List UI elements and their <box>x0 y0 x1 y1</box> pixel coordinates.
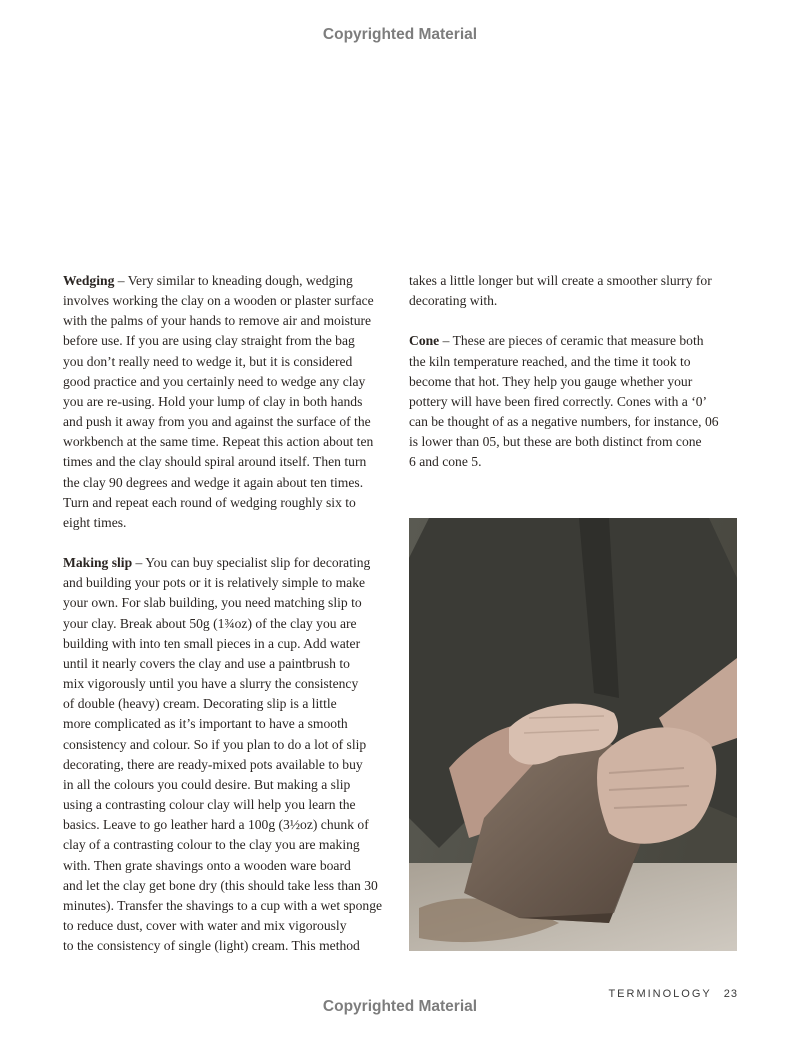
left-column <box>63 271 399 976</box>
line: and building your pots or it is relatively simple to make <box>63 575 366 591</box>
line: your clay. Break about 50g (1¾oz) of the clay you are <box>63 615 357 631</box>
entry-cone <box>409 331 741 472</box>
line: you don’t really need to wedge it, but it is considered <box>63 353 353 369</box>
page-number: 23 <box>723 988 738 1000</box>
line: the clay 90 degrees and wedge it again about ten times. <box>63 474 364 490</box>
line: to reduce dust, cover with water and mix vigorously <box>63 917 347 933</box>
line: – These are pieces of ceramic that measure both <box>439 333 704 349</box>
line: – You can buy specialist slip for decorating <box>132 555 371 571</box>
line: involves working the clay on a wooden or plaster surface <box>63 293 374 309</box>
line: workbench at the same time. Repeat this action about ten <box>63 434 374 450</box>
line: 6 and cone 5. <box>409 454 482 470</box>
line: and let the clay get bone dry (this should take less than 30 <box>63 877 378 893</box>
line: until it nearly covers the clay and use a paintbrush to <box>63 655 350 671</box>
line: eight times. <box>63 514 127 530</box>
line: building with into ten small pieces in a cup. Add water <box>63 635 361 651</box>
right-column <box>409 271 741 493</box>
wedging-clay-photo <box>409 518 737 951</box>
line: consistency and colour. So if you plan to do a lot of slip <box>63 736 367 752</box>
watermark-bottom: Copyrighted Material <box>322 998 478 1015</box>
line: times and the clay should spiral around itself. Then turn <box>63 454 367 470</box>
line: using a contrasting colour clay will help you learn the <box>63 797 356 813</box>
line: clay of a contrasting colour to the clay you are making <box>63 837 360 853</box>
line: can be thought of as a negative numbers, for instance, 06 <box>409 414 719 430</box>
line: is lower than 05, but these are both distinct from cone <box>409 434 702 450</box>
line: good practice and you certainly need to wedge any clay <box>63 373 366 389</box>
line: pottery will have been fired correctly. Cones with a ‘0’ <box>409 393 708 409</box>
line: more complicated as it’s important to have a smooth <box>63 716 348 732</box>
line: with the palms of your hands to remove air and moisture <box>63 313 372 329</box>
line: mix vigorously until you have a slurry the consistency <box>63 676 359 692</box>
term-cone: Cone <box>409 333 440 349</box>
entry-making-slip <box>63 553 399 956</box>
line: of double (heavy) cream. Decorating slip is a little <box>63 696 337 712</box>
line: with. Then grate shavings onto a wooden ware board <box>63 857 351 873</box>
line: and push it away from you and against the surface of the <box>63 414 371 430</box>
line: basics. Leave to go leather hard a 100g (3½oz) chunk of <box>63 817 369 833</box>
line: takes a little longer but will create a smoother slurry for <box>409 273 712 288</box>
line: before use. If you are using clay straight from the bag <box>63 333 355 349</box>
entry-wedging <box>63 271 399 533</box>
line: the kiln temperature reached, and the time it took to <box>409 353 691 369</box>
line: you are re-using. Hold your lump of clay in both hands <box>63 393 363 409</box>
making-slip-continuation <box>409 271 741 311</box>
term-making-slip: Making slip <box>63 555 133 571</box>
line: become that hot. They help you gauge whether your <box>409 373 693 389</box>
line: minutes). Transfer the shavings to a cup with a wet sponge <box>63 897 383 913</box>
line: Turn and repeat each round of wedging roughly six to <box>63 494 356 510</box>
term-wedging: Wedging <box>63 273 115 288</box>
line: decorating, there are ready-mixed pots available to buy <box>63 756 363 772</box>
line: decorating with. <box>409 293 498 309</box>
watermark-top: Copyrighted Material <box>322 26 478 43</box>
section-label: TERMINOLOGY <box>608 988 712 1000</box>
line: – Very similar to kneading dough, wedging <box>114 273 353 288</box>
line: to the consistency of single (light) cream. This method <box>63 938 360 954</box>
line: your own. For slab building, you need matching slip to <box>63 595 362 611</box>
line: in all the colours you could desire. But making a slip <box>63 776 351 792</box>
